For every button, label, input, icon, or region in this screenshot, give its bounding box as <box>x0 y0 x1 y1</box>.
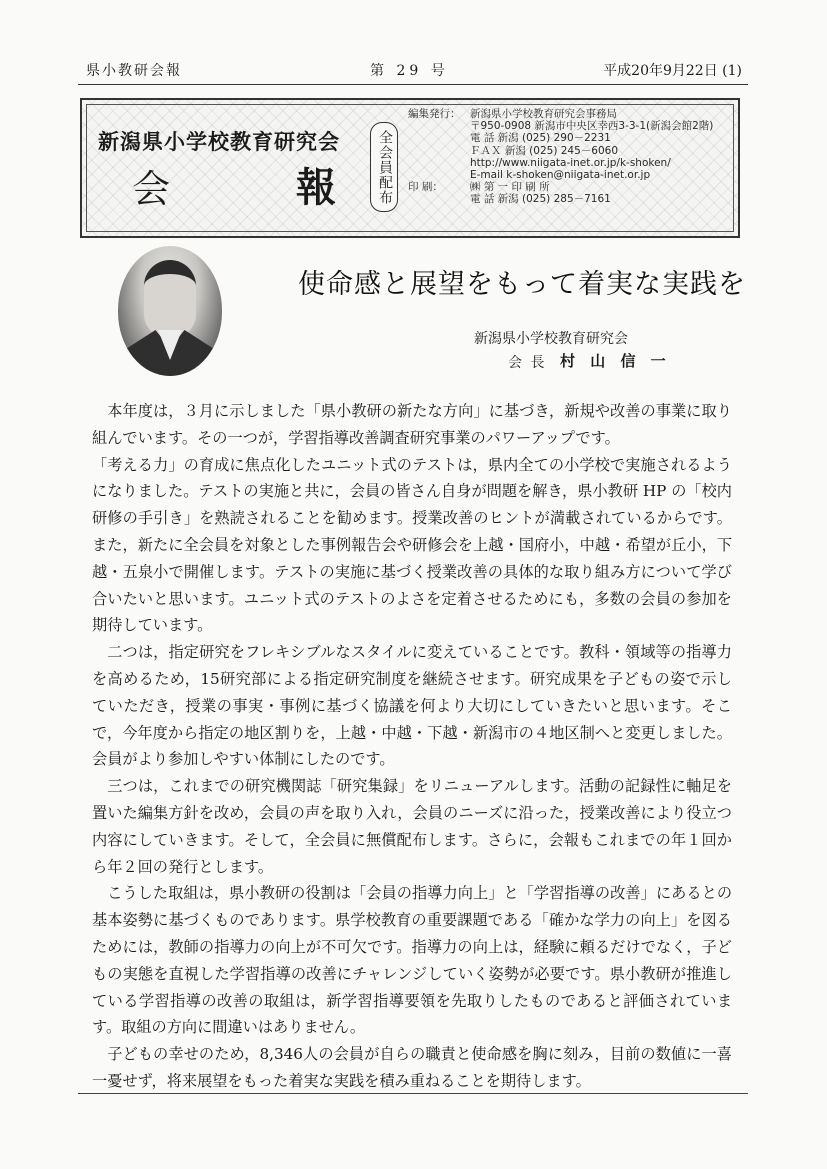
author-role: 会 長 <box>508 355 547 371</box>
publisher-row: http://www.niigata-inet.or.jp/k-shoken/ <box>470 156 671 169</box>
masthead-title-kai: 会 <box>132 167 171 211</box>
article-headline: 使命感と展望をもって着実な実践を <box>298 269 746 300</box>
article-paragraph: 「考える力」の育成に焦点化したユニット式のテストは，県内全ての小学校で実施されるようになりました。テストの実施と共に，会員の皆さん自身が問題を解き，県小教研 HP の「校内研修の手引き」を熟読されることを勧めます。授業改善のヒントが満載されているからです。また，新たに全会員を対象とした事例報告会や研修会を上越・国府小，中越・希望が丘小，下越・五泉小で開催します。テストの実施に基づく授業改善の具体的な取り組み方について学び合いたいと思います。ユニット式のテストのよさを定着させるためにも，多数の会員の参加を期待しています。 <box>92 455 732 635</box>
article-paragraph: 子どもの幸せのため，8,346人の会員が自らの職責と使命感を胸に刻み，目前の数値に一喜一憂せず，将来展望をもった着実な実践を積み重ねることを期待します。 <box>92 1045 732 1090</box>
article-paragraph: こうした取組は，県小教研の役割は「会員の指導力向上」と「学習指導の改善」にあるとの基本姿勢に基づくものであります。県学校教育の重要課題である「確かな学力の向上」を図るためには，教師の指導力の向上が不可欠です。指導力の向上は，経験に頼るだけでなく，子どもの実態を直視した学習指導の改善にチャレンジしていく姿勢が必要です。県小教研が推進している学習指導の改善の取組は，新学習指導要領を先取りしたものであると評価されています。取組の方向に間違いはありません。 <box>92 884 732 1037</box>
masthead-title-ho: 報 <box>296 164 336 211</box>
distribution-badge: 全会員配布 <box>370 122 398 212</box>
author-portrait <box>118 246 222 376</box>
article-paragraph: 三つは，これまでの研究機関誌「研究集録」をリニューアルします。活動の記録性に軸足を置いた編集方針を改め，会員の声を取り入れ，会員のニーズに沿った，授業改善により役立つ内容にしていきます。そして，全会員に無償配布します。さらに，会報もこれまでの年１回から年２回の発行とします。 <box>92 777 732 876</box>
publisher-row: 編集発行： 新潟県小学校教育研究会事務局 <box>408 108 617 120</box>
newsletter-name: 県小教研会報 <box>86 63 182 79</box>
publisher-row: 〒950-0908 新潟市中央区幸西3-3-1(新潟会館2階) <box>470 120 714 133</box>
masthead <box>80 98 740 238</box>
org-name: 新潟県小学校教育研究会 <box>98 129 340 154</box>
footer-rule <box>78 1093 748 1094</box>
publisher-row: 電 話 新潟 (025) 285－7161 <box>470 193 611 206</box>
publisher-row: E-mail k-shoken@niigata-inet.or.jp <box>470 169 651 182</box>
publisher-row: 印 刷： ㈱ 第 一 印 刷 所 <box>408 181 550 194</box>
article-paragraph: 本年度は，３月に示しました「県小教研の新たな方向」に基づき，新規や改善の事業に取り組んでいます。その一つが，学習指導改善調査研究事業のパワーアップです。 <box>92 402 732 447</box>
publisher-row: 電 話 新潟 (025) 290－2231 <box>470 132 611 145</box>
publisher-info <box>408 108 713 206</box>
issue-date-page: 平成20年9月22日 (1) <box>603 63 742 79</box>
header-rule <box>78 84 748 85</box>
author-name: 村 山 信 一 <box>560 352 671 370</box>
portrait-face <box>144 260 196 338</box>
article-paragraph: 二つは，指定研究をフレキシブルなスタイルに変えていることです。教科・領域等の指導力を高めるため，15研究部による指定研究制度を継続させます。研究成果を子どもの姿で示していただき，授業の事実・事例に基づく協議を何より大切にしていきたいと思います。そこで，今年度から指定の地区割りを，上越・中越・下越・新潟市の４地区制へと変更しました。会員がより参加しやすい体制にしたのです。 <box>92 643 732 769</box>
author-organization: 新潟県小学校教育研究会 <box>474 331 628 347</box>
publisher-row: ＦＡＸ 新潟 (025) 245－6060 <box>470 144 619 157</box>
page-header <box>78 60 748 82</box>
issue-number: 第 29 号 <box>370 63 449 79</box>
article-body <box>92 398 732 1095</box>
